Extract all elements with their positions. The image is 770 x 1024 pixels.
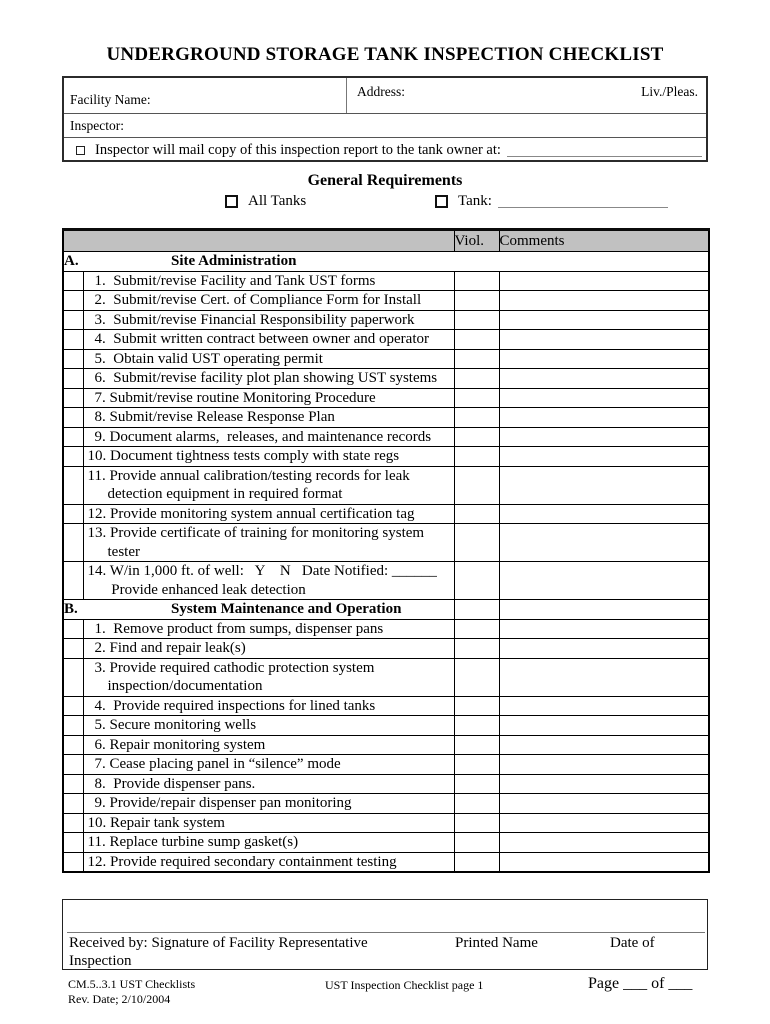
checklist-item-a14	[63, 562, 709, 600]
checklist-table-body	[63, 230, 709, 873]
tank-number-field[interactable]	[498, 195, 668, 208]
checklist-item-b1	[63, 619, 709, 639]
check-cell[interactable]	[63, 447, 83, 467]
item-text-cell	[83, 794, 454, 814]
viol-cell[interactable]	[454, 427, 499, 447]
item-text-continued: inspection/documentation	[107, 678, 263, 694]
check-cell[interactable]	[63, 504, 83, 524]
checklist-item-b8	[63, 774, 709, 794]
item-text: 12. Provide required secondary containment testing	[87, 853, 397, 870]
section-letter: B.	[64, 601, 78, 617]
comments-cell[interactable]	[499, 696, 709, 716]
check-cell[interactable]	[63, 813, 83, 833]
checklist-item-b4	[63, 696, 709, 716]
check-cell[interactable]	[63, 833, 83, 853]
item-text-cell	[83, 619, 454, 639]
comments-cell[interactable]	[499, 562, 709, 600]
item-text: 2. Submit/revise Cert. of Compliance Form for Install	[94, 292, 422, 308]
viol-cell[interactable]	[454, 639, 499, 659]
comments-cell[interactable]	[499, 735, 709, 755]
comments-cell[interactable]	[499, 447, 709, 467]
check-cell[interactable]	[63, 639, 83, 659]
item-text: 5. Obtain valid UST operating permit	[94, 350, 323, 367]
date-of-label: Date of	[610, 935, 655, 951]
item-text-cell	[83, 524, 454, 562]
checklist-item-a6	[63, 369, 709, 389]
check-cell[interactable]	[63, 696, 83, 716]
item-text-cell	[83, 658, 454, 696]
item-text: 4. Submit written contract between owner and operator	[94, 331, 429, 347]
comments-cell[interactable]	[499, 600, 709, 620]
item-text-cell	[83, 330, 454, 350]
comments-cell[interactable]	[499, 349, 709, 369]
checklist-item-a9	[63, 427, 709, 447]
item-text-cell	[83, 755, 454, 775]
all-tanks-label: All Tanks	[248, 193, 307, 209]
printed-name-label: Printed Name	[455, 935, 538, 951]
check-cell[interactable]	[63, 466, 83, 504]
checklist-item-b3	[63, 658, 709, 696]
check-cell[interactable]	[63, 774, 83, 794]
check-cell[interactable]	[63, 427, 83, 447]
item-text-cell	[83, 833, 454, 853]
check-cell[interactable]	[63, 349, 83, 369]
viol-cell[interactable]	[454, 852, 499, 872]
item-text-cell	[83, 349, 454, 369]
column-header-viol: Viol.	[454, 230, 499, 252]
item-text-cell	[83, 813, 454, 833]
comments-cell[interactable]	[499, 794, 709, 814]
viol-cell[interactable]	[454, 408, 499, 428]
item-text-cell	[83, 504, 454, 524]
item-text-continued: tester	[107, 543, 140, 560]
viol-cell[interactable]	[454, 466, 499, 504]
check-cell[interactable]	[63, 369, 83, 389]
item-text: 3. Provide required cathodic protection system	[94, 659, 375, 676]
column-header-comments: Comments	[499, 230, 709, 252]
item-text: 7. Cease placing panel in “silence” mode	[94, 756, 341, 772]
tank-selection-row	[62, 191, 708, 215]
check-cell[interactable]	[63, 562, 83, 600]
comments-cell[interactable]	[499, 774, 709, 794]
item-text: 5. Secure monitoring wells	[94, 717, 257, 733]
item-text: 14. W/in 1,000 ft. of well: Y N Date Notified: ______	[87, 563, 437, 579]
viol-cell[interactable]	[454, 524, 499, 562]
checklist-item-b11	[63, 833, 709, 853]
region-label: Liv./Pleas.	[641, 84, 698, 99]
item-text: 8. Submit/revise Release Response Plan	[94, 409, 335, 425]
item-text: 6. Repair monitoring system	[94, 736, 266, 753]
signature-line[interactable]	[67, 932, 705, 933]
comments-cell[interactable]	[499, 388, 709, 408]
checklist-item-b10	[63, 813, 709, 833]
viol-cell[interactable]	[454, 562, 499, 600]
check-cell[interactable]	[63, 852, 83, 872]
check-cell[interactable]	[63, 619, 83, 639]
checklist-item-a3	[63, 310, 709, 330]
item-text: 6. Submit/revise facility plot plan showing UST systems	[94, 370, 438, 386]
checklist-item-a7	[63, 388, 709, 408]
item-text-continued: detection equipment in required format	[107, 486, 343, 502]
comments-cell[interactable]	[499, 524, 709, 562]
checklist-item-a8	[63, 408, 709, 428]
check-cell[interactable]	[63, 330, 83, 350]
viol-cell[interactable]	[454, 349, 499, 369]
viol-cell[interactable]	[454, 619, 499, 639]
checklist-item-b7	[63, 755, 709, 775]
section-header-a	[63, 252, 709, 272]
checklist-item-a12	[63, 504, 709, 524]
check-cell[interactable]	[63, 310, 83, 330]
mail-copy-checkbox[interactable]	[76, 146, 85, 155]
checklist-item-a11	[63, 466, 709, 504]
tank-label: Tank:	[458, 193, 492, 209]
comments-cell[interactable]	[499, 639, 709, 659]
comments-cell[interactable]	[499, 813, 709, 833]
comments-cell[interactable]	[499, 658, 709, 696]
viol-cell[interactable]	[454, 833, 499, 853]
viol-cell[interactable]	[454, 794, 499, 814]
check-cell[interactable]	[63, 271, 83, 291]
item-text: 1. Remove product from sumps, dispenser pans	[94, 620, 384, 637]
general-requirements-heading: General Requirements	[307, 172, 463, 189]
mail-copy-label: Inspector will mail copy of this inspection report to the tank owner at:	[95, 141, 501, 158]
page-title: UNDERGROUND STORAGE TANK INSPECTION CHECKLIST	[106, 44, 664, 65]
checklist-item-b12	[63, 852, 709, 872]
item-text: 9. Provide/repair dispenser pan monitoring	[94, 795, 352, 811]
checklist-item-a10	[63, 447, 709, 467]
checklist-item-a4	[63, 330, 709, 350]
item-text: 10. Document tightness tests comply with state regs	[87, 448, 400, 464]
item-text: 11. Provide annual calibration/testing records for leak	[87, 467, 410, 484]
item-text: 12. Provide monitoring system annual certification tag	[87, 505, 415, 522]
item-text-continued: Provide enhanced leak detection	[107, 581, 306, 598]
item-text-cell	[83, 310, 454, 330]
item-text-cell	[83, 562, 454, 600]
footer-center-text: UST Inspection Checklist page 1	[325, 978, 484, 992]
viol-cell[interactable]	[454, 291, 499, 311]
check-cell[interactable]	[63, 408, 83, 428]
item-text: 2. Find and repair leak(s)	[94, 640, 246, 656]
viol-cell[interactable]	[454, 658, 499, 696]
check-cell[interactable]	[63, 716, 83, 736]
comments-cell[interactable]	[499, 755, 709, 775]
item-text-cell	[83, 774, 454, 794]
check-cell[interactable]	[63, 524, 83, 562]
check-cell[interactable]	[63, 388, 83, 408]
item-text: 3. Submit/revise Financial Responsibility paperwork	[94, 311, 415, 328]
item-text-cell	[83, 716, 454, 736]
inspector-field[interactable]: Inspector:	[64, 114, 706, 138]
comments-cell[interactable]	[499, 504, 709, 524]
checklist-item-a13	[63, 524, 709, 562]
comments-cell[interactable]	[499, 619, 709, 639]
checklist-item-b6	[63, 735, 709, 755]
viol-cell[interactable]	[454, 447, 499, 467]
item-text-cell	[83, 388, 454, 408]
check-cell[interactable]	[63, 735, 83, 755]
viol-cell[interactable]	[454, 755, 499, 775]
footer-doc-id: CM.5..3.1 UST Checklists	[68, 977, 196, 991]
inspection-label: Inspection	[69, 953, 132, 969]
comments-cell[interactable]	[499, 310, 709, 330]
item-text: 4. Provide required inspections for lined tanks	[94, 697, 376, 714]
comments-cell[interactable]	[499, 833, 709, 853]
viol-cell[interactable]	[454, 735, 499, 755]
check-cell[interactable]	[63, 755, 83, 775]
comments-cell[interactable]	[499, 271, 709, 291]
received-by-label: Received by: Signature of Facility Representative	[69, 935, 368, 951]
mail-copy-row	[64, 138, 706, 160]
checklist-item-b5	[63, 716, 709, 736]
viol-cell[interactable]	[454, 774, 499, 794]
facility-header-box	[62, 76, 708, 162]
signature-box	[62, 899, 708, 970]
item-text-cell	[83, 291, 454, 311]
item-text-cell	[83, 852, 454, 872]
checklist-item-a2	[63, 291, 709, 311]
checklist-item-a1	[63, 271, 709, 291]
check-cell[interactable]	[63, 291, 83, 311]
item-text-cell	[83, 735, 454, 755]
item-text-cell	[83, 696, 454, 716]
checklist-item-b9	[63, 794, 709, 814]
section-title: Site Administration	[171, 253, 297, 269]
checklist-item-a5	[63, 349, 709, 369]
item-text: 7. Submit/revise routine Monitoring Procedure	[94, 389, 376, 406]
table-header-blank	[63, 230, 454, 252]
item-text-cell	[83, 369, 454, 389]
footer-rev-date: Rev. Date; 2/10/2004	[68, 992, 171, 1006]
section-header-b	[63, 600, 709, 620]
item-text: 8. Provide dispenser pans.	[94, 775, 256, 792]
comments-cell[interactable]	[499, 369, 709, 389]
comments-cell[interactable]	[499, 330, 709, 350]
item-text-cell	[83, 447, 454, 467]
check-cell[interactable]	[63, 658, 83, 696]
item-text: 13. Provide certificate of training for monitoring system	[87, 525, 425, 541]
viol-cell[interactable]	[454, 271, 499, 291]
address-field[interactable]: Address:	[357, 84, 405, 99]
comments-cell[interactable]	[499, 408, 709, 428]
tank-owner-address-field[interactable]	[507, 144, 702, 157]
item-text-cell	[83, 466, 454, 504]
viol-cell[interactable]	[454, 504, 499, 524]
tank-checkbox[interactable]	[435, 195, 448, 208]
item-text-cell	[83, 639, 454, 659]
item-text-cell	[83, 408, 454, 428]
viol-cell[interactable]	[454, 716, 499, 736]
item-text-cell	[83, 427, 454, 447]
item-text: 10. Repair tank system	[87, 814, 225, 831]
item-text: 1. Submit/revise Facility and Tank UST forms	[94, 272, 376, 289]
page-footer	[62, 975, 708, 1020]
comments-cell[interactable]	[499, 466, 709, 504]
checklist-table	[62, 228, 710, 873]
footer-page-numbers: Page ___ of ___	[588, 975, 693, 992]
viol-cell[interactable]	[454, 696, 499, 716]
viol-cell[interactable]	[454, 600, 499, 620]
item-text: 9. Document alarms, releases, and maintenance records	[94, 428, 432, 445]
comments-cell[interactable]	[499, 291, 709, 311]
viol-cell[interactable]	[454, 388, 499, 408]
section-letter: A.	[64, 253, 79, 269]
comments-cell[interactable]	[499, 427, 709, 447]
item-text-cell	[83, 271, 454, 291]
all-tanks-checkbox[interactable]	[225, 195, 238, 208]
viol-cell[interactable]	[454, 369, 499, 389]
section-title: System Maintenance and Operation	[171, 601, 402, 617]
facility-name-field[interactable]: Facility Name:	[64, 78, 347, 113]
checklist-item-b2	[63, 639, 709, 659]
item-text: 11. Replace turbine sump gasket(s)	[87, 834, 299, 850]
viol-cell[interactable]	[454, 813, 499, 833]
viol-cell[interactable]	[454, 330, 499, 350]
check-cell[interactable]	[63, 794, 83, 814]
comments-cell[interactable]	[499, 852, 709, 872]
table-header-row	[63, 230, 709, 252]
viol-cell[interactable]	[454, 310, 499, 330]
comments-cell[interactable]	[499, 716, 709, 736]
